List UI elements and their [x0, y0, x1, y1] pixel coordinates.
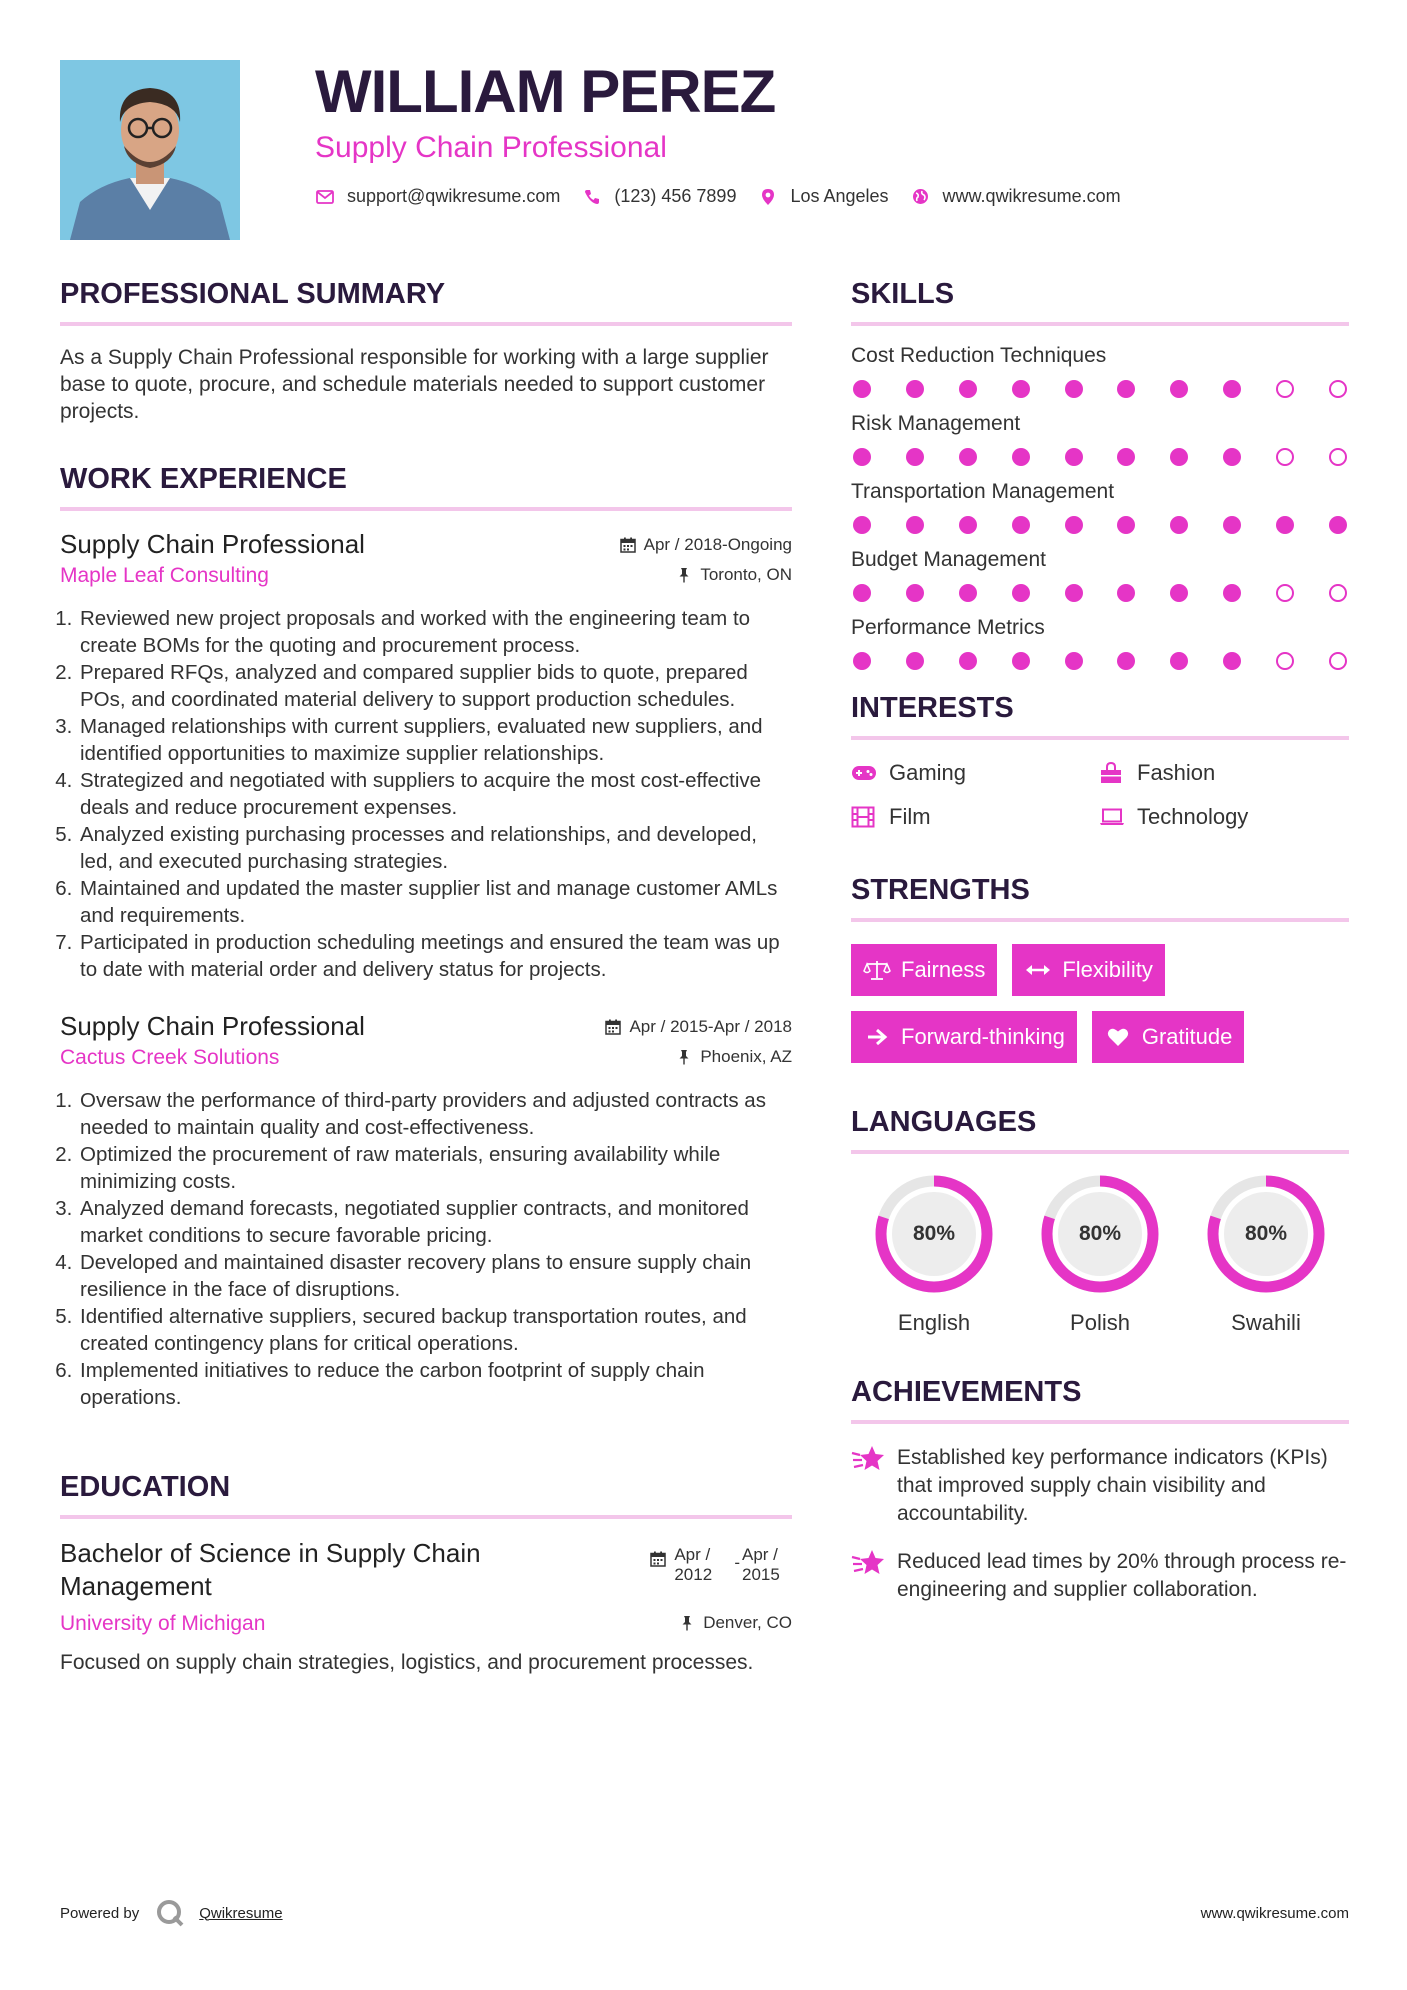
- contact-website[interactable]: [911, 186, 1121, 207]
- rating-dot-filled: [959, 516, 977, 534]
- rating-dot-filled: [1170, 652, 1188, 670]
- contact-bar: [315, 186, 1355, 207]
- experience-section: [60, 461, 792, 1411]
- strength-chip: [851, 944, 997, 996]
- strengths-heading: STRENGTHS: [851, 874, 1030, 906]
- strength-label: Fairness: [901, 957, 986, 982]
- interest-item: [1099, 804, 1347, 830]
- job-entry: [60, 1009, 792, 1411]
- skill-name: Transportation Management: [851, 480, 1115, 503]
- interest-item: [851, 804, 1099, 830]
- candidate-title: Supply Chain Professional: [315, 131, 667, 164]
- job-dates: [605, 1017, 792, 1037]
- globe-icon: [911, 187, 931, 207]
- rating-dot-filled: [1117, 584, 1135, 602]
- calendar-icon: [650, 1551, 666, 1567]
- interests-heading: INTERESTS: [851, 692, 1014, 724]
- language-percent: 80%: [1078, 1222, 1122, 1245]
- arrow-right-icon: [863, 1026, 891, 1048]
- education-location: [679, 1613, 792, 1633]
- strength-label: Forward-thinking: [901, 1024, 1065, 1049]
- rating-dot-filled: [959, 584, 977, 602]
- language-ring: [872, 1172, 996, 1296]
- education-heading: EDUCATION: [60, 1471, 231, 1503]
- job-bullet: 2. Optimized the procurement of raw materials, ensuring availability while minimizing costs.: [78, 1141, 792, 1195]
- rating-dot-filled: [1223, 448, 1241, 466]
- strengths-section: [851, 872, 1349, 1078]
- envelope-icon: [315, 187, 335, 207]
- rating-dot-filled: [1065, 380, 1083, 398]
- balance-scale-icon: [863, 959, 891, 981]
- interest-label: Film: [889, 804, 931, 829]
- job-location: [676, 1047, 792, 1067]
- rating-dot-filled: [853, 516, 871, 534]
- skill-rating: [851, 652, 1349, 670]
- strengths-list: [851, 944, 1349, 1078]
- rating-dot-filled: [853, 448, 871, 466]
- education-dates: [650, 1545, 792, 1585]
- rating-dot-filled: [1117, 448, 1135, 466]
- rating-dot-filled: [1065, 448, 1083, 466]
- section-divider: [851, 918, 1349, 922]
- rating-dot-filled: [1223, 584, 1241, 602]
- contact-phone[interactable]: [582, 186, 736, 207]
- pushpin-icon: [676, 567, 692, 583]
- rating-dot-empty: [1276, 448, 1294, 466]
- rating-dot-empty: [1329, 652, 1347, 670]
- language-percent: 80%: [912, 1222, 956, 1245]
- degree-title: Bachelor of Science in Supply Chain Management: [60, 1538, 481, 1601]
- languages-section: [851, 1104, 1349, 1336]
- rating-dot-filled: [1012, 448, 1030, 466]
- rating-dot-empty: [1276, 652, 1294, 670]
- rating-dot-filled: [1065, 652, 1083, 670]
- rating-dot-filled: [959, 380, 977, 398]
- contact-email[interactable]: [315, 186, 560, 207]
- candidate-name: WILLIAM PEREZ: [315, 58, 776, 125]
- education-description: Focused on supply chain strategies, logistics, and procurement processes.: [60, 1651, 754, 1674]
- rating-dot-filled: [959, 448, 977, 466]
- language-ring: [1038, 1172, 1162, 1296]
- rating-dot-filled: [1065, 584, 1083, 602]
- gamepad-icon: [851, 762, 877, 784]
- rating-dot-empty: [1329, 448, 1347, 466]
- skill-name: Budget Management: [851, 548, 1046, 571]
- strength-label: Flexibility: [1062, 957, 1153, 982]
- resume-header: [315, 56, 1355, 207]
- job-bullet: 6. Maintained and updated the master supplier list and manage customer AMLs and requirements.: [78, 875, 792, 929]
- language-name: Swahili: [1231, 1310, 1301, 1335]
- summary-section: [60, 276, 792, 425]
- achievement-item: [851, 1444, 1349, 1528]
- right-column: [851, 276, 1349, 1604]
- section-divider: [851, 1150, 1349, 1154]
- rating-dot-filled: [853, 584, 871, 602]
- rating-dot-empty: [1276, 380, 1294, 398]
- rating-dot-filled: [1223, 516, 1241, 534]
- powered-by-text: Powered by: [60, 1904, 140, 1922]
- interest-label: Fashion: [1137, 760, 1216, 785]
- skills-list: [851, 342, 1349, 670]
- rating-dot-filled: [906, 380, 924, 398]
- rating-dot-filled: [1117, 652, 1135, 670]
- language-item: [1183, 1172, 1349, 1336]
- rating-dot-filled: [1117, 380, 1135, 398]
- job-location: [676, 565, 792, 585]
- rating-dot-empty: [1329, 584, 1347, 602]
- rating-dot-filled: [1012, 380, 1030, 398]
- skill-rating: [851, 584, 1349, 602]
- job-bullet: 5. Analyzed existing purchasing processes and relationships, and developed, led, and executed purchasing strategies.: [78, 821, 792, 875]
- calendar-icon: [605, 1019, 621, 1035]
- laptop-icon: [1099, 806, 1125, 828]
- rating-dot-filled: [1223, 380, 1241, 398]
- email-text: support@qwikresume.com: [347, 186, 561, 206]
- language-name: English: [897, 1310, 971, 1335]
- job-bullet: 4. Developed and maintained disaster recovery plans to ensure supply chain resilience in the face of disruptions.: [78, 1249, 792, 1303]
- section-divider: [60, 1515, 792, 1519]
- rating-dot-filled: [1170, 448, 1188, 466]
- skill-rating: [851, 380, 1349, 398]
- rating-dot-filled: [959, 652, 977, 670]
- education-start: Apr / 2012: [674, 1545, 713, 1584]
- achievement-item: [851, 1548, 1349, 1604]
- job-dates-text: Apr / 2015-Apr / 2018: [629, 1017, 792, 1036]
- section-divider: [60, 507, 792, 511]
- contact-location: [758, 186, 888, 207]
- rating-dot-filled: [1223, 652, 1241, 670]
- job-dates: [620, 535, 792, 555]
- skill-name: Cost Reduction Techniques: [851, 344, 1107, 367]
- education-end: Apr / 2015: [742, 1545, 780, 1584]
- job-bullet: 3. Analyzed demand forecasts, negotiated supplier contracts, and monitored market conditions to secure favorable pricing.: [78, 1195, 792, 1249]
- arrows-horizontal-icon: [1024, 959, 1052, 981]
- star-icon: [851, 1444, 885, 1474]
- left-column: [60, 276, 792, 1676]
- experience-heading: WORK EXPERIENCE: [60, 463, 347, 495]
- summary-text: As a Supply Chain Professional responsible for working with a large supplier base to quote, procure, and schedule materials needed to support customer projects.: [60, 346, 769, 423]
- job-bullet: 2. Prepared RFQs, analyzed and compared supplier bids to quote, prepared POs, and coordinated material delivery to support production schedules.: [78, 659, 792, 713]
- language-name: Polish: [1070, 1310, 1130, 1335]
- job-entry: [60, 527, 792, 983]
- education-date-separator: -: [734, 1553, 740, 1572]
- rating-dot-filled: [906, 584, 924, 602]
- rating-dot-filled: [1170, 516, 1188, 534]
- job-bullet: 5. Identified alternative suppliers, secured backup transportation routes, and created contingency plans for critical operations.: [78, 1303, 792, 1357]
- achievements-heading: ACHIEVEMENTS: [851, 1376, 1082, 1408]
- job-company: Cactus Creek Solutions: [60, 1046, 280, 1069]
- skill-rating: [851, 448, 1349, 466]
- job-company: Maple Leaf Consulting: [60, 564, 269, 587]
- job-bullet-list: [60, 605, 792, 983]
- rating-dot-filled: [1012, 652, 1030, 670]
- skill-rating: [851, 516, 1349, 534]
- job-location-text: Toronto, ON: [700, 565, 792, 584]
- phone-icon: [582, 187, 602, 207]
- rating-dot-filled: [1012, 516, 1030, 534]
- interests-list: [851, 760, 1349, 830]
- section-divider: [851, 736, 1349, 740]
- qwikresume-link[interactable]: Qwikresume: [199, 1904, 283, 1922]
- job-bullet-list: [60, 1087, 792, 1411]
- rating-dot-empty: [1276, 584, 1294, 602]
- website-text: www.qwikresume.com: [942, 186, 1121, 206]
- pushpin-icon: [679, 1615, 695, 1631]
- rating-dot-filled: [1170, 584, 1188, 602]
- rating-dot-filled: [1065, 516, 1083, 534]
- map-pin-icon: [758, 187, 778, 207]
- profile-photo: [60, 60, 240, 240]
- achievements-section: [851, 1374, 1349, 1604]
- rating-dot-filled: [853, 380, 871, 398]
- school-name: University of Michigan: [60, 1612, 266, 1635]
- job-dates-text: Apr / 2018-Ongoing: [643, 535, 792, 554]
- heart-icon: [1104, 1026, 1132, 1048]
- language-percent: 80%: [1244, 1222, 1288, 1245]
- job-bullet: 6. Implemented initiatives to reduce the carbon footprint of supply chain operations.: [78, 1357, 792, 1411]
- job-bullet: 3. Managed relationships with current suppliers, evaluated new suppliers, and identified opportunities to maximize supplier relationships.: [78, 713, 792, 767]
- interest-item: [1099, 760, 1347, 786]
- qwikresume-logo-icon: [155, 1898, 185, 1928]
- languages-heading: LANGUAGES: [851, 1106, 1037, 1138]
- job-title: Supply Chain Professional: [60, 1011, 365, 1041]
- rating-dot-filled: [1329, 516, 1347, 534]
- skill-name: Performance Metrics: [851, 616, 1045, 639]
- film-icon: [851, 806, 877, 828]
- section-divider: [60, 322, 792, 326]
- star-icon: [851, 1548, 885, 1578]
- education-section: [60, 1469, 792, 1676]
- phone-text: (123) 456 7899: [614, 186, 737, 206]
- strength-chip: [1012, 944, 1164, 996]
- section-divider: [851, 1420, 1349, 1424]
- rating-dot-filled: [1012, 584, 1030, 602]
- languages-list: [851, 1172, 1349, 1336]
- language-item: [851, 1172, 1017, 1336]
- achievement-text: Established key performance indicators (KPIs) that improved supply chain visibility and accountability.: [897, 1446, 1328, 1525]
- rating-dot-filled: [1117, 516, 1135, 534]
- job-bullet: 1. Reviewed new project proposals and worked with the engineering team to create BOMs for the quoting and procurement process.: [78, 605, 792, 659]
- language-item: [1017, 1172, 1183, 1336]
- strength-chip: [1092, 1011, 1245, 1063]
- rating-dot-filled: [906, 516, 924, 534]
- job-location-text: Phoenix, AZ: [700, 1047, 792, 1066]
- job-title: Supply Chain Professional: [60, 529, 365, 559]
- summary-heading: PROFESSIONAL SUMMARY: [60, 278, 446, 310]
- section-divider: [851, 322, 1349, 326]
- interests-section: [851, 690, 1349, 830]
- job-bullet: 4. Strategized and negotiated with suppliers to acquire the most cost-effective deals and reduce procurement expenses.: [78, 767, 792, 821]
- rating-dot-filled: [906, 652, 924, 670]
- shopping-bag-icon: [1099, 762, 1125, 784]
- skills-heading: SKILLS: [851, 278, 955, 310]
- rating-dot-empty: [1329, 380, 1347, 398]
- job-bullet: 1. Oversaw the performance of third-party providers and adjusted contracts as needed to maintain quality and cost-effectiveness.: [78, 1087, 792, 1141]
- rating-dot-filled: [1170, 380, 1188, 398]
- rating-dot-filled: [853, 652, 871, 670]
- page-footer: [60, 1898, 1349, 1928]
- location-text: Los Angeles: [790, 186, 889, 206]
- strength-chip: [851, 1011, 1077, 1063]
- pushpin-icon: [676, 1049, 692, 1065]
- job-bullet: 7. Participated in production scheduling meetings and ensured the team was up to date with material order and delivery status for projects.: [78, 929, 792, 983]
- rating-dot-filled: [906, 448, 924, 466]
- footer-url[interactable]: www.qwikresume.com: [1200, 1904, 1349, 1922]
- education-location-text: Denver, CO: [703, 1613, 792, 1632]
- rating-dot-filled: [1276, 516, 1294, 534]
- strength-label: Gratitude: [1141, 1024, 1233, 1049]
- interest-label: Technology: [1137, 804, 1249, 829]
- language-ring: [1204, 1172, 1328, 1296]
- interest-label: Gaming: [889, 760, 967, 785]
- skills-section: [851, 276, 1349, 670]
- skill-name: Risk Management: [851, 412, 1021, 435]
- achievement-text: Reduced lead times by 20% through process re-engineering and supplier collaboration.: [897, 1550, 1347, 1601]
- calendar-icon: [620, 537, 636, 553]
- interest-item: [851, 760, 1099, 786]
